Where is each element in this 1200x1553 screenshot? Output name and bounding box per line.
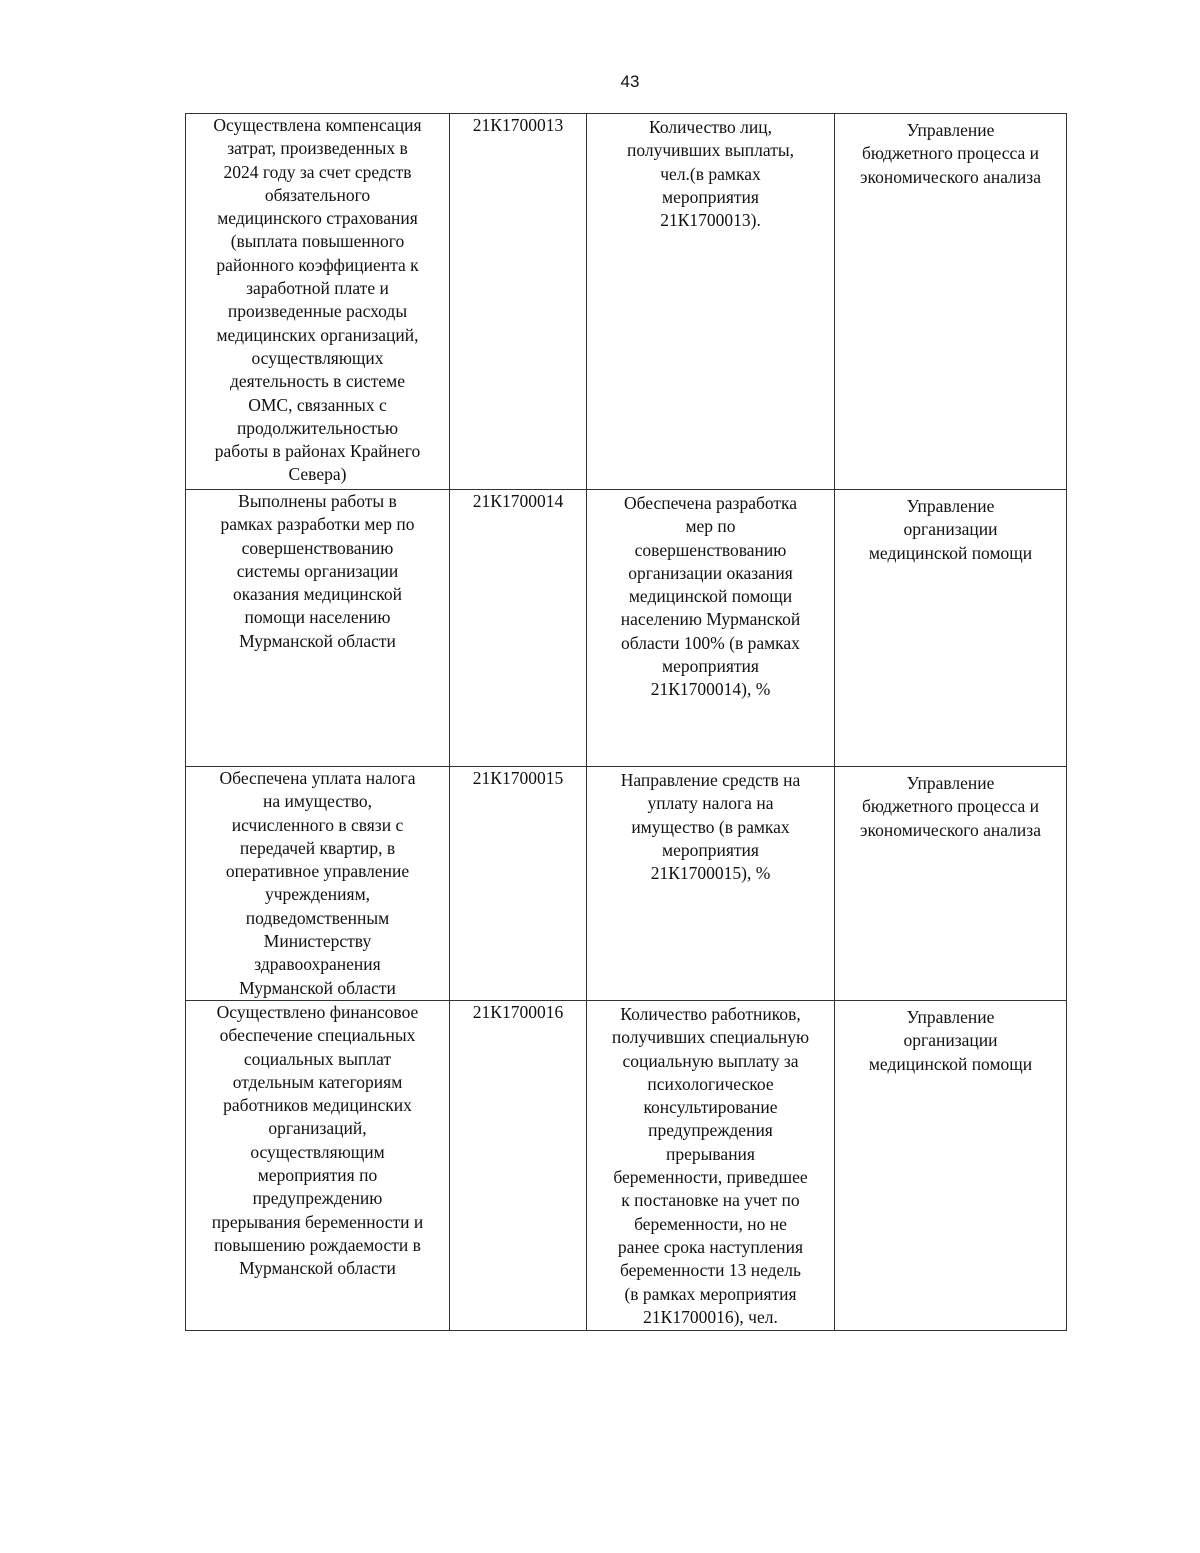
department-cell: Управление организации медицинской помощи [835, 1000, 1067, 1330]
code-cell: 21К1700013 [450, 114, 587, 490]
result-cell: Осуществлено финансовое обеспечение специальных социальных выплат отдельным категориям работников медицинских организаций, осуществляющим мероприятия по предупреждению прерывания беременности и повышению рождаемости в Мурманской области [186, 1000, 450, 1330]
department-cell: Управление бюджетного процесса и экономического анализа [835, 114, 1067, 490]
code-cell: 21К1700014 [450, 490, 587, 767]
result-cell: Осуществлена компенсация затрат, произведенных в 2024 году за счет средств обязательного медицинского страхования (выплата повышенного районного коэффициента к заработной плате и произведенные расходы медицинских организаций, осуществляющих деятельность в системе ОМС, связанных с продолжительностью работы в районах Крайнего Севера) [186, 114, 450, 490]
code-cell: 21К1700015 [450, 767, 587, 1001]
department-cell: Управление организации медицинской помощи [835, 490, 1067, 767]
result-cell: Выполнены работы в рамках разработки мер по совершенствованию системы организации оказания медицинской помощи населению Мурманской области [186, 490, 450, 767]
department-cell: Управление бюджетного процесса и экономического анализа [835, 767, 1067, 1001]
indicator-cell: Обеспечена разработка мер по совершенствованию организации оказания медицинской помощи населению Мурманской области 100% (в рамках мероприятия 21К1700014), % [587, 490, 835, 767]
indicator-cell: Количество работников, получивших специальную социальную выплату за психологическое консультирование предупреждения прерывания беременности, приведшее к постановке на учет по беременности, но не ранее срока наступления беременности 13 недель (в рамках мероприятия 21К1700016), чел. [587, 1000, 835, 1330]
indicator-cell: Количество лиц, получивших выплаты, чел.(в рамках мероприятия 21К1700013). [587, 114, 835, 490]
table-row [186, 490, 1067, 767]
table-row [186, 1000, 1067, 1330]
table-row [186, 114, 1067, 490]
result-cell: Обеспечена уплата налога на имущество, исчисленного в связи с передачей квартир, в оперативное управление учреждениям, подведомственным Министерству здравоохранения Мурманской области [186, 767, 450, 1001]
measures-table [185, 113, 1067, 1331]
page-number: 43 [620, 72, 640, 91]
indicator-cell: Направление средств на уплату налога на имущество (в рамках мероприятия 21К1700015), % [587, 767, 835, 1001]
code-cell: 21К1700016 [450, 1000, 587, 1330]
table-row [186, 767, 1067, 1001]
